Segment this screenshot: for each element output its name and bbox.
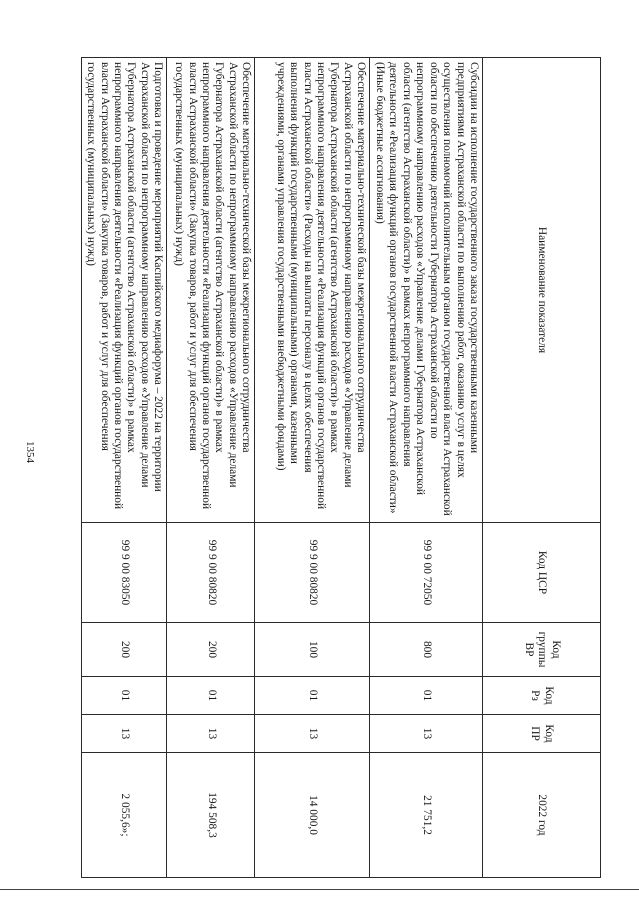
cell-vr: 200 [167,623,255,677]
page-number: 1354 [24,441,36,463]
table-header-row [483,58,601,878]
cell-year: 14 000,0 [255,753,370,878]
table-row [167,58,255,878]
cell-vr: 800 [370,623,483,677]
header-csr: Код ЦСР [483,523,601,623]
table-row [370,58,483,878]
cell-csr: 99 9 00 72050 [370,523,483,623]
rotated-table-container [85,57,601,877]
cell-name: Обеспечение материально-технической базы межрегионального сотрудничества Астраханской области по непрограммному направлению расходов «Управление делами Губернатора Астраханской области (агентство Астраханской области)» в рамках непрограммного направления деятельности «Реализация функций органов государственной власти Астраханской области» (Закупка товаров, работ и услуг для обеспечения государственных (муниципальных) нужд) [167,58,255,523]
cell-name: Подготовка и проведение мероприятий Каспийского медиафорума – 2022 на территории Астраханской области по непрограммному направлению расходов «Управление делами Губернатора Астраханской области (агентство Астраханской области)» в рамках непрограммного направления деятельности «Реализация функций органов государственной власти Астраханской области» (Закупка товаров, работ и услуг для обеспечения государственных (муниципальных) нужд) [81,58,167,523]
cell-name: Субсидии на исполнение государственного заказа государственными казенными предприятиями Астраханской области по выполнению работ, оказанию услуг в целях осуществления полномочий исполнительным органом государственной власти Астраханской области по обеспечению деятельности Губернатора Астраханской области по непрограммному направлению расходов «Управление делами Губернатора Астраханской области (агентство Астраханской области)» в рамках непрограммного направления деятельности «Реализация функций органов государственной власти Астраханской области» (Иные бюджетные ассигнования) [370,58,483,523]
cell-year: 2 055,6»; [81,753,167,878]
cell-year: 194 508,3 [167,753,255,878]
page-bottom-rule [0,889,639,890]
table-row [255,58,370,878]
cell-pr: 13 [81,715,167,753]
cell-csr: 99 9 00 83050 [81,523,167,623]
cell-rz: 01 [255,677,370,715]
cell-rz: 01 [370,677,483,715]
cell-rz: 01 [81,677,167,715]
cell-year: 21 751,2 [370,753,483,878]
header-vr: Код группы ВР [483,623,601,677]
cell-pr: 13 [370,715,483,753]
header-name: Наименование показателя [483,58,601,523]
header-year: 2022 год [483,753,601,878]
cell-pr: 13 [255,715,370,753]
cell-name: Обеспечение материально-технической базы межрегионального сотрудничества Астраханской области по непрограммному направлению расходов «Управление делами Губернатора Астраханской области (агентство Астраханской области)» в рамках непрограммного направления деятельности «Реализация функций органов государственной власти Астраханской области» (Расходы на выплаты персоналу в целях обеспечения выполнения функций государственными (муниципальными) органами, казенными учреждениями, органами управления государственными внебюджетными фондами) [255,58,370,523]
cell-vr: 200 [81,623,167,677]
header-pr: Код ПР [483,715,601,753]
budget-table [81,57,601,878]
table-row [81,58,167,878]
cell-vr: 100 [255,623,370,677]
header-rz: Код Рз [483,677,601,715]
cell-rz: 01 [167,677,255,715]
cell-csr: 99 9 00 80820 [167,523,255,623]
cell-pr: 13 [167,715,255,753]
cell-csr: 99 9 00 80820 [255,523,370,623]
